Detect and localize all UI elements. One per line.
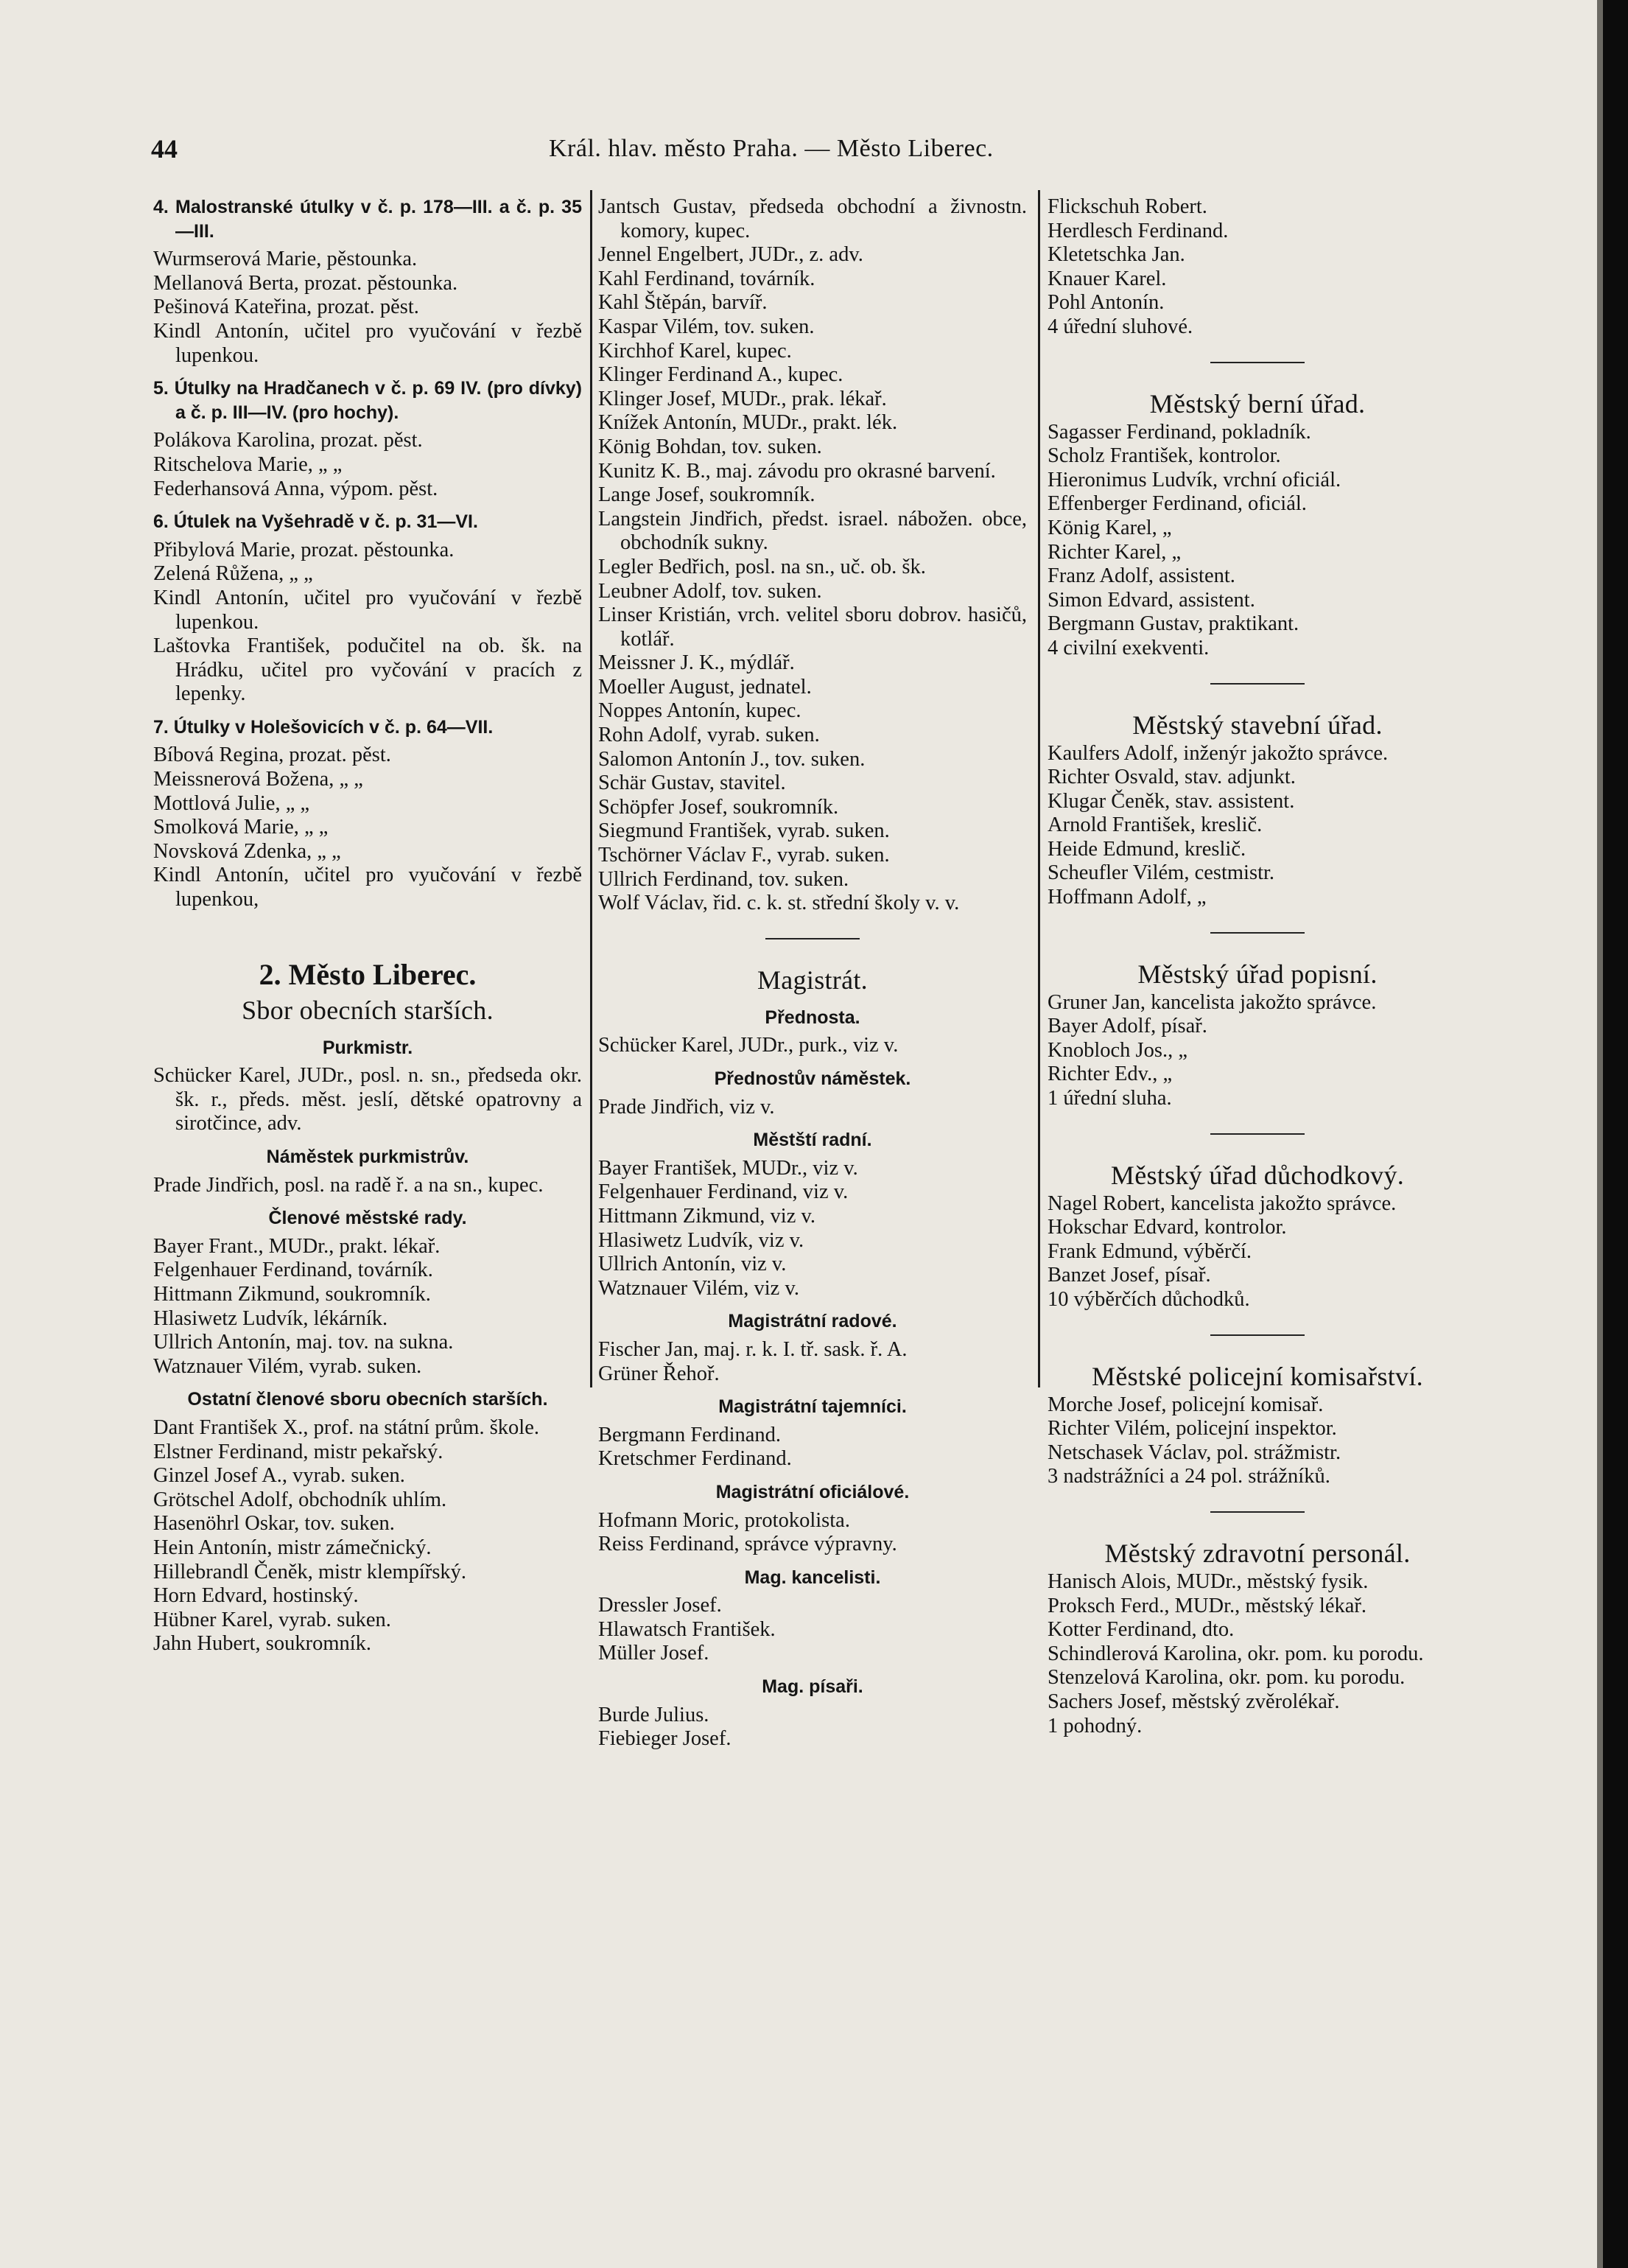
page-number: 44 (151, 134, 178, 164)
section-title: Městský stavební úřad. (1132, 710, 1383, 740)
list-entry: Hofmann Moric, protokolista. (598, 1508, 850, 1532)
list-entry: Schücker Karel, JUDr., purk., viz v. (598, 1034, 899, 1057)
list-entry: Knížek Antonín, MUDr., prakt. lék. (598, 411, 898, 435)
list-entry: Sagasser Ferdinand, pokladník. (1048, 420, 1311, 444)
separator-dash (1210, 362, 1305, 363)
list-entry: Fischer Jan, maj. r. k. I. tř. sask. ř. A. (598, 1337, 908, 1361)
list-entry: Effenberger Ferdinand, oficiál. (1048, 492, 1307, 516)
separator-dash (1210, 932, 1305, 934)
list-entry: Pohl Antonín. (1048, 291, 1165, 315)
list-entry: Hoffmann Adolf, „ (1048, 886, 1207, 909)
list-entry: Elstner Ferdinand, mistr pekařský. (153, 1440, 443, 1463)
list-entry: Hieronimus Ludvík, vrchní oficiál. (1048, 468, 1341, 491)
list-entry: 4 civilní exekventi. (1048, 636, 1210, 659)
list-entry: Mellanová Berta, prozat. pěstounka. (153, 271, 458, 295)
section-heading: Mag. písaři. (762, 1676, 863, 1698)
list-entry: König Karel, „ (1048, 516, 1172, 539)
list-entry: 10 výběrčích důchodků. (1048, 1288, 1250, 1311)
list-entry: Kletetschka Jan. (1048, 243, 1185, 267)
list-entry: Hittmann Zikmund, soukromník. (153, 1282, 431, 1306)
magistrat-heading: Magistrát. (757, 965, 868, 995)
entry-list (598, 1509, 1027, 1557)
list-entry: Laštovka František, podučitel na ob. šk. na Hrádku, učitel pro vyčování v pracích z lepenky. (153, 634, 582, 706)
list-entry: Smolková Marie, „ „ (153, 816, 329, 839)
list-entry: Meissner J. K., mýdlář. (598, 651, 795, 675)
column-right (1048, 195, 1467, 2052)
section-heading: Ostatní členové sboru obecních starších. (187, 1389, 548, 1410)
list-entry: Watznauer Vilém, viz v. (598, 1276, 799, 1300)
section-title: Městský úřad důchodkový. (1110, 1160, 1405, 1190)
list-entry: Kindl Antonín, učitel pro vyučování v řezbě lupenkou. (153, 586, 582, 634)
list-entry: Jantsch Gustav, předseda obchodní a živnostn. komory, kupec. (598, 195, 1027, 242)
list-entry: Watznauer Vilém, vyrab. suken. (153, 1354, 422, 1378)
list-entry: Bayer František, MUDr., viz v. (598, 1156, 858, 1180)
entry-list (153, 1174, 582, 1198)
list-entry: Netschasek Václav, pol. strážmistr. (1048, 1441, 1341, 1464)
list-entry: Jahn Hubert, soukromník. (153, 1632, 372, 1656)
list-entry: Felgenhauer Ferdinand, továrník. (153, 1259, 433, 1282)
list-entry: Hasenöhrl Oskar, tov. suken. (153, 1512, 395, 1536)
list-entry: Bayer Adolf, písař. (1048, 1015, 1207, 1038)
list-entry: Prade Jindřich, viz v. (598, 1095, 775, 1119)
section-heading: Magistrátní radové. (728, 1311, 897, 1332)
entry-list (153, 1235, 582, 1379)
list-entry: Přibylová Marie, prozat. pěstounka. (153, 538, 455, 561)
entry-list (1048, 742, 1467, 910)
entry-list (598, 1034, 1027, 1058)
entry-list (1048, 1393, 1467, 1489)
list-entry: Hlasiwetz Ludvík, viz v. (598, 1228, 804, 1252)
list-entry: Noppes Antonín, kupec. (598, 699, 801, 723)
entry-list (1048, 195, 1467, 340)
list-entry: Knauer Karel. (1048, 267, 1167, 290)
list-entry: Jennel Engelbert, JUDr., z. adv. (598, 243, 863, 267)
list-entry: Rohn Adolf, vyrab. suken. (598, 724, 820, 747)
list-entry: Richter Edv., „ (1048, 1063, 1173, 1086)
section-heading: 4. Malostranské útulky v č. p. 178—III. a č. p. 35—III. (153, 197, 582, 242)
list-entry: Nagel Robert, kancelista jakožto správce. (1048, 1191, 1397, 1215)
section-heading: 5. Útulky na Hradčanech v č. p. 69 IV. (pro dívky) a č. p. III—IV. (pro hochy). (153, 378, 582, 423)
list-entry: Bayer Frant., MUDr., prakt. lékař. (153, 1234, 441, 1258)
city-heading: 2. Město Liberec. (259, 957, 477, 991)
list-entry: Müller Josef. (598, 1642, 709, 1665)
list-entry: Scheufler Vilém, cestmistr. (1048, 861, 1275, 885)
list-entry: Wurmserová Marie, pěstounka. (153, 248, 418, 271)
entry-list (1048, 421, 1467, 661)
entry-list (153, 248, 582, 368)
list-entry: Banzet Josef, písař. (1048, 1264, 1211, 1287)
list-entry: Klinger Josef, MUDr., prak. lékař. (598, 387, 887, 410)
list-entry: Morche Josef, policejní komisař. (1048, 1393, 1324, 1416)
list-entry: Horn Edvard, hostinský. (153, 1584, 359, 1608)
list-entry: Bergmann Ferdinand. (598, 1423, 782, 1446)
section-heading: 6. Útulek na Vyšehradě v č. p. 31—VI. (153, 511, 478, 533)
section-title: Městský zdravotní personál. (1104, 1538, 1411, 1568)
separator-dash (1210, 1511, 1305, 1513)
list-entry: Schär Gustav, stavitel. (598, 771, 786, 795)
list-entry: Meissnerová Božena, „ „ (153, 768, 363, 791)
list-entry: Hokschar Edvard, kontrolor. (1048, 1216, 1287, 1239)
list-entry: Kaulfers Adolf, inženýr jakožto správce. (1048, 741, 1389, 765)
list-entry: Kunitz K. B., maj. závodu pro okrasné barvení. (598, 459, 996, 483)
list-entry: Simon Edvard, assistent. (1048, 588, 1255, 612)
list-entry: Gruner Jan, kancelista jakožto správce. (1048, 990, 1377, 1014)
entry-list (1048, 1570, 1467, 1738)
spacer (153, 912, 582, 956)
list-entry: Kahl Štěpán, barvíř. (598, 291, 768, 315)
list-entry: Kotter Ferdinand, dto. (1048, 1618, 1235, 1642)
section-heading: Magistrátní tajemníci. (718, 1396, 907, 1418)
list-entry: Felgenhauer Ferdinand, viz v. (598, 1180, 849, 1204)
list-entry: Kaspar Vilém, tov. suken. (598, 315, 815, 338)
list-entry: Hlawatsch František. (598, 1617, 776, 1641)
section-heading: Purkmistr. (322, 1037, 413, 1058)
running-title: Král. hlav. město Praha. — Město Liberec. (549, 135, 994, 162)
list-entry: Leubner Adolf, tov. suken. (598, 579, 822, 603)
list-entry: Hanisch Alois, MUDr., městský fysik. (1048, 1569, 1369, 1593)
list-entry: Arnold František, kreslič. (1048, 813, 1263, 837)
list-entry: 1 úřední sluha. (1048, 1087, 1172, 1110)
entry-list (153, 539, 582, 707)
section-heading: Přednosta. (765, 1007, 860, 1028)
list-entry: Ullrich Antonín, maj. tov. na sukna. (153, 1331, 454, 1354)
entry-list (598, 1157, 1027, 1301)
entry-list (153, 429, 582, 501)
list-entry: Knobloch Jos., „ (1048, 1038, 1187, 1062)
section-heading: 7. Útulky v Holešovicích v č. p. 64—VII. (153, 716, 494, 738)
list-entry: Linser Kristián, vrch. velitel sboru dobrov. hasičů, kotlář. (598, 603, 1027, 651)
list-entry: Klinger Ferdinand A., kupec. (598, 363, 843, 387)
list-entry: Hübner Karel, vyrab. suken. (153, 1608, 391, 1631)
list-entry: Mottlová Julie, „ „ (153, 791, 310, 815)
list-entry: Burde Julius. (598, 1703, 709, 1726)
list-entry: Richter Osvald, stav. adjunkt. (1048, 766, 1296, 789)
entry-list (598, 195, 1027, 916)
section-heading: Magistrátní oficiálové. (715, 1481, 910, 1502)
list-entry: Dant František X., prof. na státní prům. škole. (153, 1415, 539, 1439)
list-entry: Hillebrandl Čeněk, mistr klempířský. (153, 1560, 467, 1583)
list-entry: Ginzel Josef A., vyrab. suken. (153, 1464, 405, 1488)
entry-list (153, 1416, 582, 1656)
list-entry: Pešinová Kateřina, prozat. pěst. (153, 295, 419, 319)
list-entry: 4 úřední sluhové. (1048, 315, 1193, 338)
list-entry: Kirchhof Karel, kupec. (598, 339, 792, 363)
separator-dash (1210, 1334, 1305, 1336)
list-entry: Zelená Růžena, „ „ (153, 562, 313, 586)
list-entry: Fiebieger Josef. (598, 1727, 731, 1751)
list-entry: Hittmann Zikmund, viz v. (598, 1204, 815, 1228)
page-edge (1597, 0, 1603, 2268)
separator-dash (1210, 683, 1305, 685)
list-entry: Prade Jindřich, posl. na radě ř. a na sn., kupec. (153, 1173, 544, 1197)
section-title: Městský berní úřad. (1149, 388, 1366, 419)
list-entry: Schindlerová Karolina, okr. pom. ku porodu. (1048, 1642, 1424, 1665)
list-entry: Hlasiwetz Ludvík, lékárník. (153, 1306, 388, 1330)
list-entry: Reiss Ferdinand, správce výpravny. (598, 1533, 897, 1556)
list-entry: Kindl Antonín, učitel pro vyučování v řezbě lupenkou. (153, 319, 582, 367)
entry-list (598, 1594, 1027, 1666)
section-heading: Mag. kancelisti. (744, 1567, 881, 1588)
list-entry: Tschörner Václav F., vyrab. suken. (598, 844, 890, 867)
entry-list (1048, 1192, 1467, 1312)
list-entry: Ullrich Antonín, viz v. (598, 1253, 787, 1276)
section-heading: Přednostův náměstek. (714, 1068, 911, 1089)
list-entry: Wolf Václav, řid. c. k. st. střední školy v. v. (598, 892, 960, 915)
list-entry: Proksch Ferd., MUDr., městský lékař. (1048, 1594, 1366, 1617)
entry-list (1048, 991, 1467, 1111)
section-heading: Městští radní. (753, 1130, 872, 1151)
section-heading: Členové městské rady. (268, 1208, 467, 1229)
list-entry: Heide Edmund, kreslič. (1048, 837, 1246, 861)
entry-list (153, 1064, 582, 1136)
list-entry: Grüner Řehoř. (598, 1362, 720, 1385)
list-entry: Schöpfer Josef, soukromník. (598, 795, 839, 819)
list-entry: Grötschel Adolf, obchodník uhlím. (153, 1488, 447, 1511)
column-rule-right (1038, 190, 1040, 1387)
entry-list (598, 1096, 1027, 1120)
list-entry: Novsková Zdenka, „ „ (153, 839, 341, 863)
list-entry: Kindl Antonín, učitel pro vyučování v řezbě lupenkou, (153, 864, 582, 911)
list-entry: Ritschelova Marie, „ „ (153, 452, 343, 476)
separator-dash (1210, 1133, 1305, 1135)
list-entry: Lange Josef, soukromník. (598, 483, 815, 507)
list-entry: Herdlesch Ferdinand. (1048, 219, 1229, 242)
list-entry: Salomon Antonín J., tov. suken. (598, 747, 866, 771)
list-entry: Hein Antonín, mistr zámečnický. (153, 1536, 432, 1559)
section-title: Městské policejní komisařství. (1092, 1361, 1423, 1391)
list-entry: Richter Vilém, policejní inspektor. (1048, 1417, 1337, 1441)
list-entry: Bíbová Regina, prozat. pěst. (153, 743, 391, 767)
list-entry: König Bohdan, tov. suken. (598, 435, 822, 458)
section-heading: Náměstek purkmistrův. (266, 1147, 469, 1167)
column-left (153, 195, 582, 2052)
list-entry: Richter Karel, „ (1048, 540, 1182, 564)
list-entry: Stenzelová Karolina, okr. pom. ku porodu. (1048, 1666, 1406, 1690)
page-header (151, 127, 1448, 171)
list-entry: Schücker Karel, JUDr., posl. n. sn., předseda okr. šk. r., předs. měst. jeslí, dětské opatrovny a sirotčince, adv. (153, 1064, 582, 1135)
list-entry: Polákova Karolina, prozat. pěst. (153, 429, 423, 452)
list-entry: Kahl Ferdinand, továrník. (598, 267, 815, 290)
list-entry: Federhansová Anna, výpom. pěst. (153, 477, 438, 500)
list-entry: Kretschmer Ferdinand. (598, 1447, 792, 1471)
column-middle (598, 195, 1027, 2052)
board-heading: Sbor obecních starších. (242, 995, 494, 1025)
list-entry: Flickschuh Robert. (1048, 195, 1207, 218)
list-entry: Siegmund František, vyrab. suken. (598, 819, 890, 843)
list-entry: Ullrich Ferdinand, tov. suken. (598, 867, 849, 891)
list-entry: 1 pohodný. (1048, 1714, 1143, 1737)
list-entry: Klugar Čeněk, stav. assistent. (1048, 789, 1295, 813)
list-entry: Scholz František, kontrolor. (1048, 444, 1281, 468)
separator-dash (765, 938, 860, 939)
entry-list (153, 743, 582, 911)
list-entry: Langstein Jindřich, předst. israel. nábožen. obce, obchodník sukny. (598, 507, 1027, 555)
section-title: Městský úřad popisní. (1137, 959, 1378, 989)
column-rule-left (590, 190, 592, 1387)
list-entry: Franz Adolf, assistent. (1048, 564, 1235, 588)
list-entry: Frank Edmund, výběrčí. (1048, 1239, 1252, 1263)
list-entry: Dressler Josef. (598, 1594, 722, 1617)
list-entry: 3 nadstrážníci a 24 pol. strážníků. (1048, 1465, 1330, 1488)
list-entry: Legler Bedřich, posl. na sn., uč. ob. šk. (598, 555, 926, 578)
list-entry: Moeller August, jednatel. (598, 675, 812, 699)
entry-list (598, 1424, 1027, 1471)
list-entry: Sachers Josef, městský zvěrolékař. (1048, 1690, 1340, 1713)
entry-list (598, 1338, 1027, 1386)
list-entry: Bergmann Gustav, praktikant. (1048, 612, 1299, 636)
entry-list (598, 1704, 1027, 1751)
